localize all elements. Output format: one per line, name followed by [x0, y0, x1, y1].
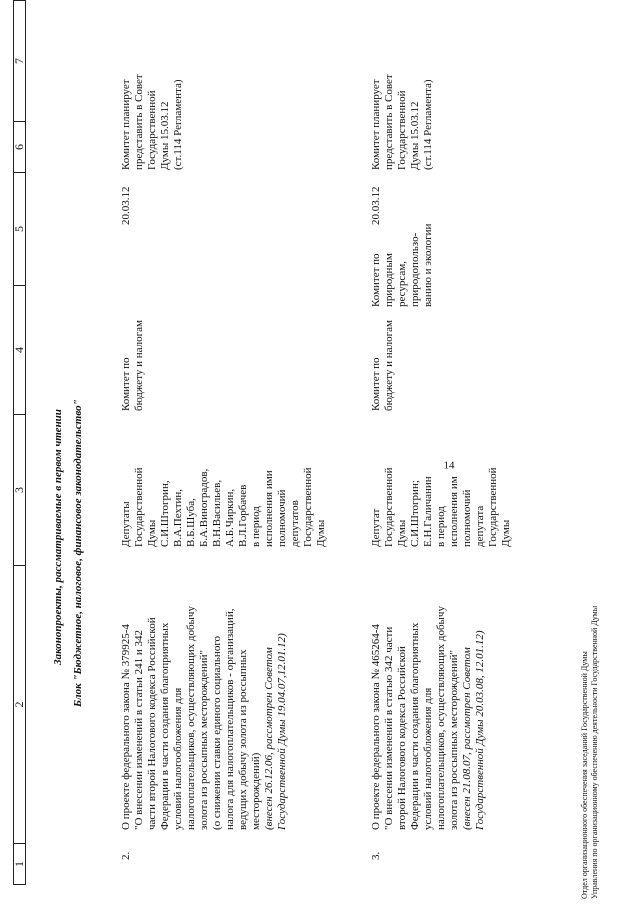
bill-note: (внесен 26.12.06, рассмотрен Советом: [263, 647, 275, 830]
column-number-header: [13, 0, 26, 885]
bill-note: Государственной Думы 20.03.08, 12.01.12): [474, 630, 486, 830]
review-date: 20.03.12: [370, 186, 382, 225]
bill-note: Государственной Думы 19.04.07,12.01.12): [276, 633, 288, 830]
section-title: Законопроекты, рассматриваемые в первом чтении: [52, 409, 64, 665]
row-number: 2.: [120, 851, 132, 860]
column-number: 5: [14, 173, 26, 286]
committee-comment: Комитет планирует представить в Совет Государственной Думы 15.03.12 (ст.114 Регламента): [370, 74, 434, 170]
responsible-committee: Комитет по бюджету и налогам: [370, 320, 395, 411]
column-number: 7: [14, 1, 26, 122]
review-date: 20.03.12: [120, 186, 132, 225]
footer-department: Отдел организационного обеспечения заседаний Государственной Думы Управления по организационному обеспечению деятельности Государственной Думы: [580, 605, 599, 899]
bill-authors: Депутаты Государственной Думы С.И.Штогрин, В.А.Пехтин, В.Б.Шуба, Б.А.Виноградов, В.Н.Васильев, А.Б.Чиркин, В.Л.Горбачев в период исполнения ими полномочий депутатов Государственной Думы: [120, 467, 327, 547]
column-number: 3: [14, 415, 26, 566]
bill-title: О проекте федерального закона № 379925-4 "О внесении изменений в статьи 241 и 342 части второй Налогового кодекса Российской Федерации в части создания благоприятных условий налогообложения для налогоплательщиков, осуществляющих добычу золота из россыпных месторождений" (о снижении ставки единого социального налога для налогоплательщиков - организаций, ведущих добычу золота из россыпных месторождений) (внесен 26.12.06, рассмотрен Советом Государственной Думы 19.04.07,12.01.12): [120, 606, 288, 830]
bill-note: (внесен 21.08.07, рассмотрен Советом: [461, 647, 473, 830]
bill-title: О проекте федерального закона № 465264-4 "О внесении изменений в статью 342 части второй Налогового кодекса Российской Федерации в части создания благоприятных условий налогообложения для налогоплательщиков, осуществляющих добычу золота из россыпных месторождений" (внесен 21.08.07, рассмотрен Советом Государственной Думы 20.03.08, 12.01.12): [370, 606, 486, 830]
committee-comment: Комитет планирует представить в Совет Государственной Думы 15.03.12 (ст.114 Регламента): [120, 74, 184, 170]
column-number: 1: [14, 844, 26, 885]
column-number: 2: [14, 566, 26, 844]
page-number: 14: [443, 459, 455, 472]
bill-authors: Депутат Государственной Думы С.И.Штогрин; Е.Н.Галичанин в период исполнения им полномочий депутата Государственной Думы: [370, 467, 512, 547]
responsible-committee: Комитет по бюджету и налогам: [120, 320, 145, 411]
column-number: 6: [14, 122, 26, 173]
row-number: 3.: [370, 851, 382, 860]
co-executor-committee: Комитет по природным ресурсам, природопользо- ванию и экологии: [370, 223, 434, 307]
column-number: 4: [14, 286, 26, 415]
block-title: Блок "Бюджетное, налоговое, финансовое законодательство": [72, 399, 84, 707]
